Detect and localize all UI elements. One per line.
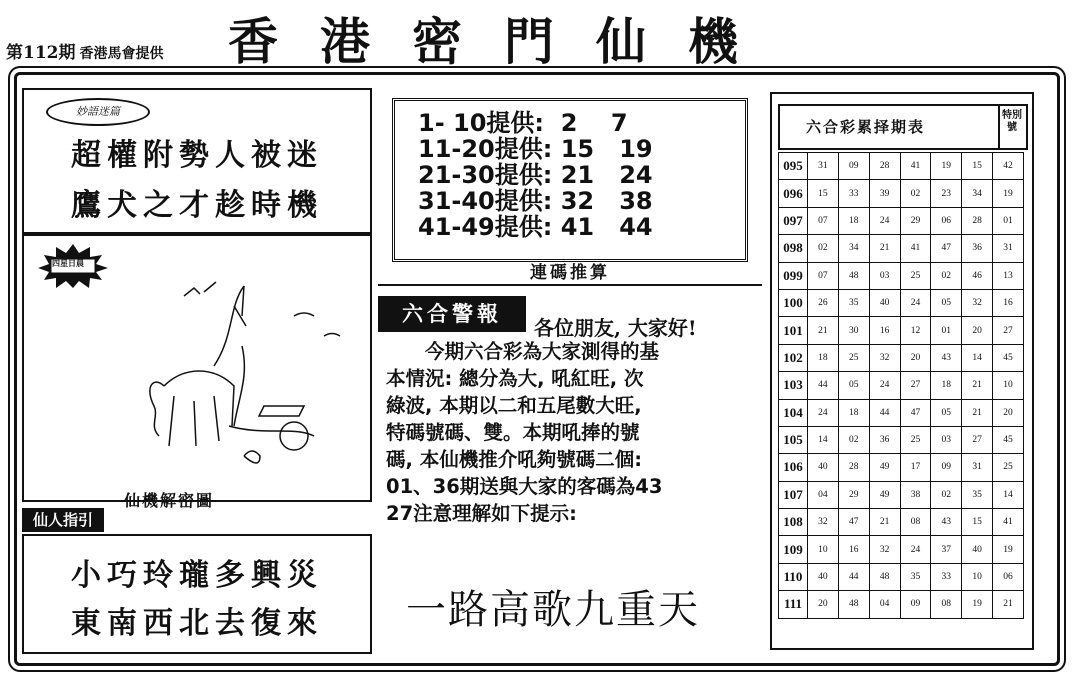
table-row [779,509,1024,536]
number-b: 7 [610,109,628,137]
number-cell: 18 [808,344,839,371]
number-cell: 18 [838,399,869,426]
number-b: 44 [619,213,653,241]
number-cell: 14 [962,344,993,371]
slogan: 一路高歌九重天 [406,587,700,633]
number-a: 2 [560,109,578,137]
guide-line-1: 小巧玲瓏多興災 [71,558,323,593]
number-cell: 31 [993,235,1024,262]
table-row [779,344,1024,371]
number-cell: 40 [808,563,839,590]
period-cell: 104 [779,399,808,426]
number-cell: 07 [808,262,839,289]
illustration-box [22,234,372,510]
number-cell: 40 [869,289,900,316]
period-cell: 100 [779,289,808,316]
number-b: 38 [619,187,653,215]
number-cell: 19 [993,180,1024,207]
number-cell: 09 [838,153,869,180]
number-cell: 20 [900,344,931,371]
number-cell: 15 [808,180,839,207]
number-cell: 34 [838,235,869,262]
number-cell: 45 [993,426,1024,453]
table-row [779,235,1024,262]
number-cell: 28 [838,454,869,481]
number-cell: 21 [869,509,900,536]
number-cell: 25 [993,454,1024,481]
number-cell: 03 [869,262,900,289]
period-cell: 096 [779,180,808,207]
number-a: 15 [560,135,595,163]
number-cell: 19 [962,591,993,618]
table-row [779,536,1024,563]
period-cell: 107 [779,481,808,508]
number-cell: 40 [962,536,993,563]
number-cell: 32 [869,536,900,563]
number-cell: 41 [900,235,931,262]
special-number-label: 特別號 [998,106,1024,148]
number-cell: 13 [993,262,1024,289]
period-cell: 095 [779,153,808,180]
number-row: 11-20提供: 15 19 [418,135,653,163]
illustration-caption: 仙機解密圖 [124,491,215,510]
number-cell: 42 [993,153,1024,180]
period-cell: 102 [779,344,808,371]
number-cell: 04 [808,481,839,508]
number-cell: 29 [900,207,931,234]
table-header [778,104,1028,150]
issue-label: 第112期 [6,43,76,63]
number-cell: 24 [869,372,900,399]
period-cell: 106 [779,454,808,481]
number-cell: 01 [931,317,962,344]
number-cell: 16 [869,317,900,344]
number-cell: 47 [838,509,869,536]
table-row [779,454,1024,481]
number-cell: 02 [900,180,931,207]
period-cell: 097 [779,207,808,234]
number-cell: 03 [931,426,962,453]
range-label: 21-30提供 [418,161,543,189]
period-cell: 098 [779,235,808,262]
poem-line-1: 超權附勢人被迷 [71,138,323,173]
lianma-title: 連碼推算 [530,263,610,283]
number-cell: 21 [869,235,900,262]
poem-line-2: 鷹犬之才趁時機 [71,188,323,223]
number-cell: 02 [931,481,962,508]
number-cell: 31 [808,153,839,180]
page-title: 香港密門仙機 [228,12,780,71]
period-cell: 111 [779,591,808,618]
results-table [778,152,1024,619]
number-cell: 18 [931,372,962,399]
horse-tree-illustration [124,276,364,486]
number-cell: 35 [838,289,869,316]
number-cell: 27 [993,317,1024,344]
period-cell: 110 [779,563,808,590]
middle-panel [378,88,762,652]
number-cell: 33 [931,563,962,590]
number-cell: 44 [838,563,869,590]
number-cell: 37 [931,536,962,563]
number-cell: 17 [900,454,931,481]
number-cell: 04 [869,591,900,618]
number-cell: 43 [931,344,962,371]
greeting: 各位朋友, 大家好! [534,316,697,340]
number-cell: 44 [869,399,900,426]
guide-box [22,534,372,654]
number-row: 21-30提供: 21 24 [418,161,653,189]
number-cell: 24 [900,536,931,563]
number-cell: 19 [931,153,962,180]
number-cell: 02 [838,426,869,453]
number-cell: 27 [962,426,993,453]
number-row: 41-49提供: 41 44 [418,213,653,241]
badge-label: 四星日晨 [52,258,84,268]
number-cell: 16 [993,289,1024,316]
table-row [779,591,1024,618]
table-row [779,563,1024,590]
number-cell: 43 [931,509,962,536]
number-cell: 06 [993,563,1024,590]
number-cell: 25 [838,344,869,371]
table-row [779,426,1024,453]
number-cell: 47 [900,399,931,426]
number-cell: 15 [962,153,993,180]
table-row [779,317,1024,344]
number-cell: 10 [962,563,993,590]
number-cell: 01 [993,207,1024,234]
number-cell: 25 [900,262,931,289]
number-cell: 41 [900,153,931,180]
number-cell: 08 [931,591,962,618]
table-row [779,481,1024,508]
number-row: 31-40提供: 32 38 [418,187,653,215]
number-a: 32 [560,187,595,215]
divider [378,284,762,286]
range-label: 1- 10提供 [418,109,535,137]
guide-tag: 仙人指引 [22,508,104,532]
number-b: 19 [619,135,653,163]
number-cell: 12 [900,317,931,344]
number-cell: 48 [869,563,900,590]
number-cell: 49 [869,481,900,508]
table-row [779,399,1024,426]
number-a: 41 [560,213,595,241]
number-cell: 32 [808,509,839,536]
number-cell: 24 [869,207,900,234]
number-cell: 05 [931,289,962,316]
number-cell: 02 [931,262,962,289]
left-panel [22,88,370,652]
table-row [779,289,1024,316]
number-cell: 36 [962,235,993,262]
period-cell: 099 [779,262,808,289]
number-cell: 05 [838,372,869,399]
number-cell: 45 [993,344,1024,371]
table-row [779,207,1024,234]
number-cell: 20 [962,317,993,344]
number-cell: 20 [993,399,1024,426]
number-cell: 48 [838,591,869,618]
number-cell: 19 [993,536,1024,563]
number-cell: 29 [838,481,869,508]
range-label: 41-49提供 [418,213,543,241]
warning-tag: 六合警報 [378,296,526,332]
number-cell: 33 [838,180,869,207]
period-cell: 101 [779,317,808,344]
number-cell: 21 [808,317,839,344]
provider-label: 香港馬會提供 [79,46,164,62]
period-cell: 109 [779,536,808,563]
table-row [779,372,1024,399]
number-cell: 28 [962,207,993,234]
number-cell: 31 [962,454,993,481]
number-cell: 32 [962,289,993,316]
number-cell: 25 [900,426,931,453]
number-cell: 16 [838,536,869,563]
number-cell: 26 [808,289,839,316]
number-cell: 30 [838,317,869,344]
results-panel [770,92,1034,650]
table-row [779,153,1024,180]
number-cell: 24 [900,289,931,316]
table-row [779,262,1024,289]
table-title: 六合彩累择期表 [806,118,926,136]
number-cell: 36 [869,426,900,453]
number-cell: 35 [900,563,931,590]
number-cell: 14 [993,481,1024,508]
number-cell: 24 [808,399,839,426]
number-cell: 47 [931,235,962,262]
number-cell: 15 [962,509,993,536]
period-cell: 108 [779,509,808,536]
number-cell: 23 [931,180,962,207]
number-cell: 02 [808,235,839,262]
number-row: 1- 10提供: 2 7 [418,109,628,137]
number-cell: 06 [931,207,962,234]
period-cell: 103 [779,372,808,399]
number-b: 24 [619,161,653,189]
number-cell: 09 [900,591,931,618]
number-cell: 08 [900,509,931,536]
number-cell: 39 [869,180,900,207]
number-cell: 07 [808,207,839,234]
number-cell: 27 [900,372,931,399]
number-cell: 14 [808,426,839,453]
number-cell: 46 [962,262,993,289]
number-cell: 44 [808,372,839,399]
number-cell: 21 [962,399,993,426]
number-cell: 35 [962,481,993,508]
guide-line-2: 東南西北去復來 [71,606,323,641]
number-cell: 21 [993,591,1024,618]
issue-number [6,38,164,63]
number-cell: 32 [869,344,900,371]
number-list [418,110,653,240]
number-cell: 48 [838,262,869,289]
number-cell: 49 [869,454,900,481]
period-cell: 105 [779,426,808,453]
number-cell: 10 [993,372,1024,399]
number-cell: 21 [962,372,993,399]
table-row [779,180,1024,207]
number-cell: 10 [808,536,839,563]
number-cell: 40 [808,454,839,481]
article-text: 今期六合彩為大家測得的基 本情況: 總分為大, 吼紅旺, 次 綠波, 本期以二和五尾數大旺, 特碼號碼、雙。本期吼捧的號 碼, 本仙機推介吼夠號碼二個: 01、36期送與大家的客碼為43 27注意理解如下提示: [386,340,663,525]
number-cell: 28 [869,153,900,180]
riddle-tag: 妙語迷篇 [46,98,150,126]
number-cell: 09 [931,454,962,481]
number-cell: 05 [931,399,962,426]
number-cell: 38 [900,481,931,508]
number-a: 21 [560,161,595,189]
riddle-box [22,88,372,234]
number-cell: 34 [962,180,993,207]
range-label: 11-20提供 [418,135,543,163]
range-label: 31-40提供 [418,187,543,215]
number-cell: 20 [808,591,839,618]
number-cell: 18 [838,207,869,234]
number-cell: 41 [993,509,1024,536]
